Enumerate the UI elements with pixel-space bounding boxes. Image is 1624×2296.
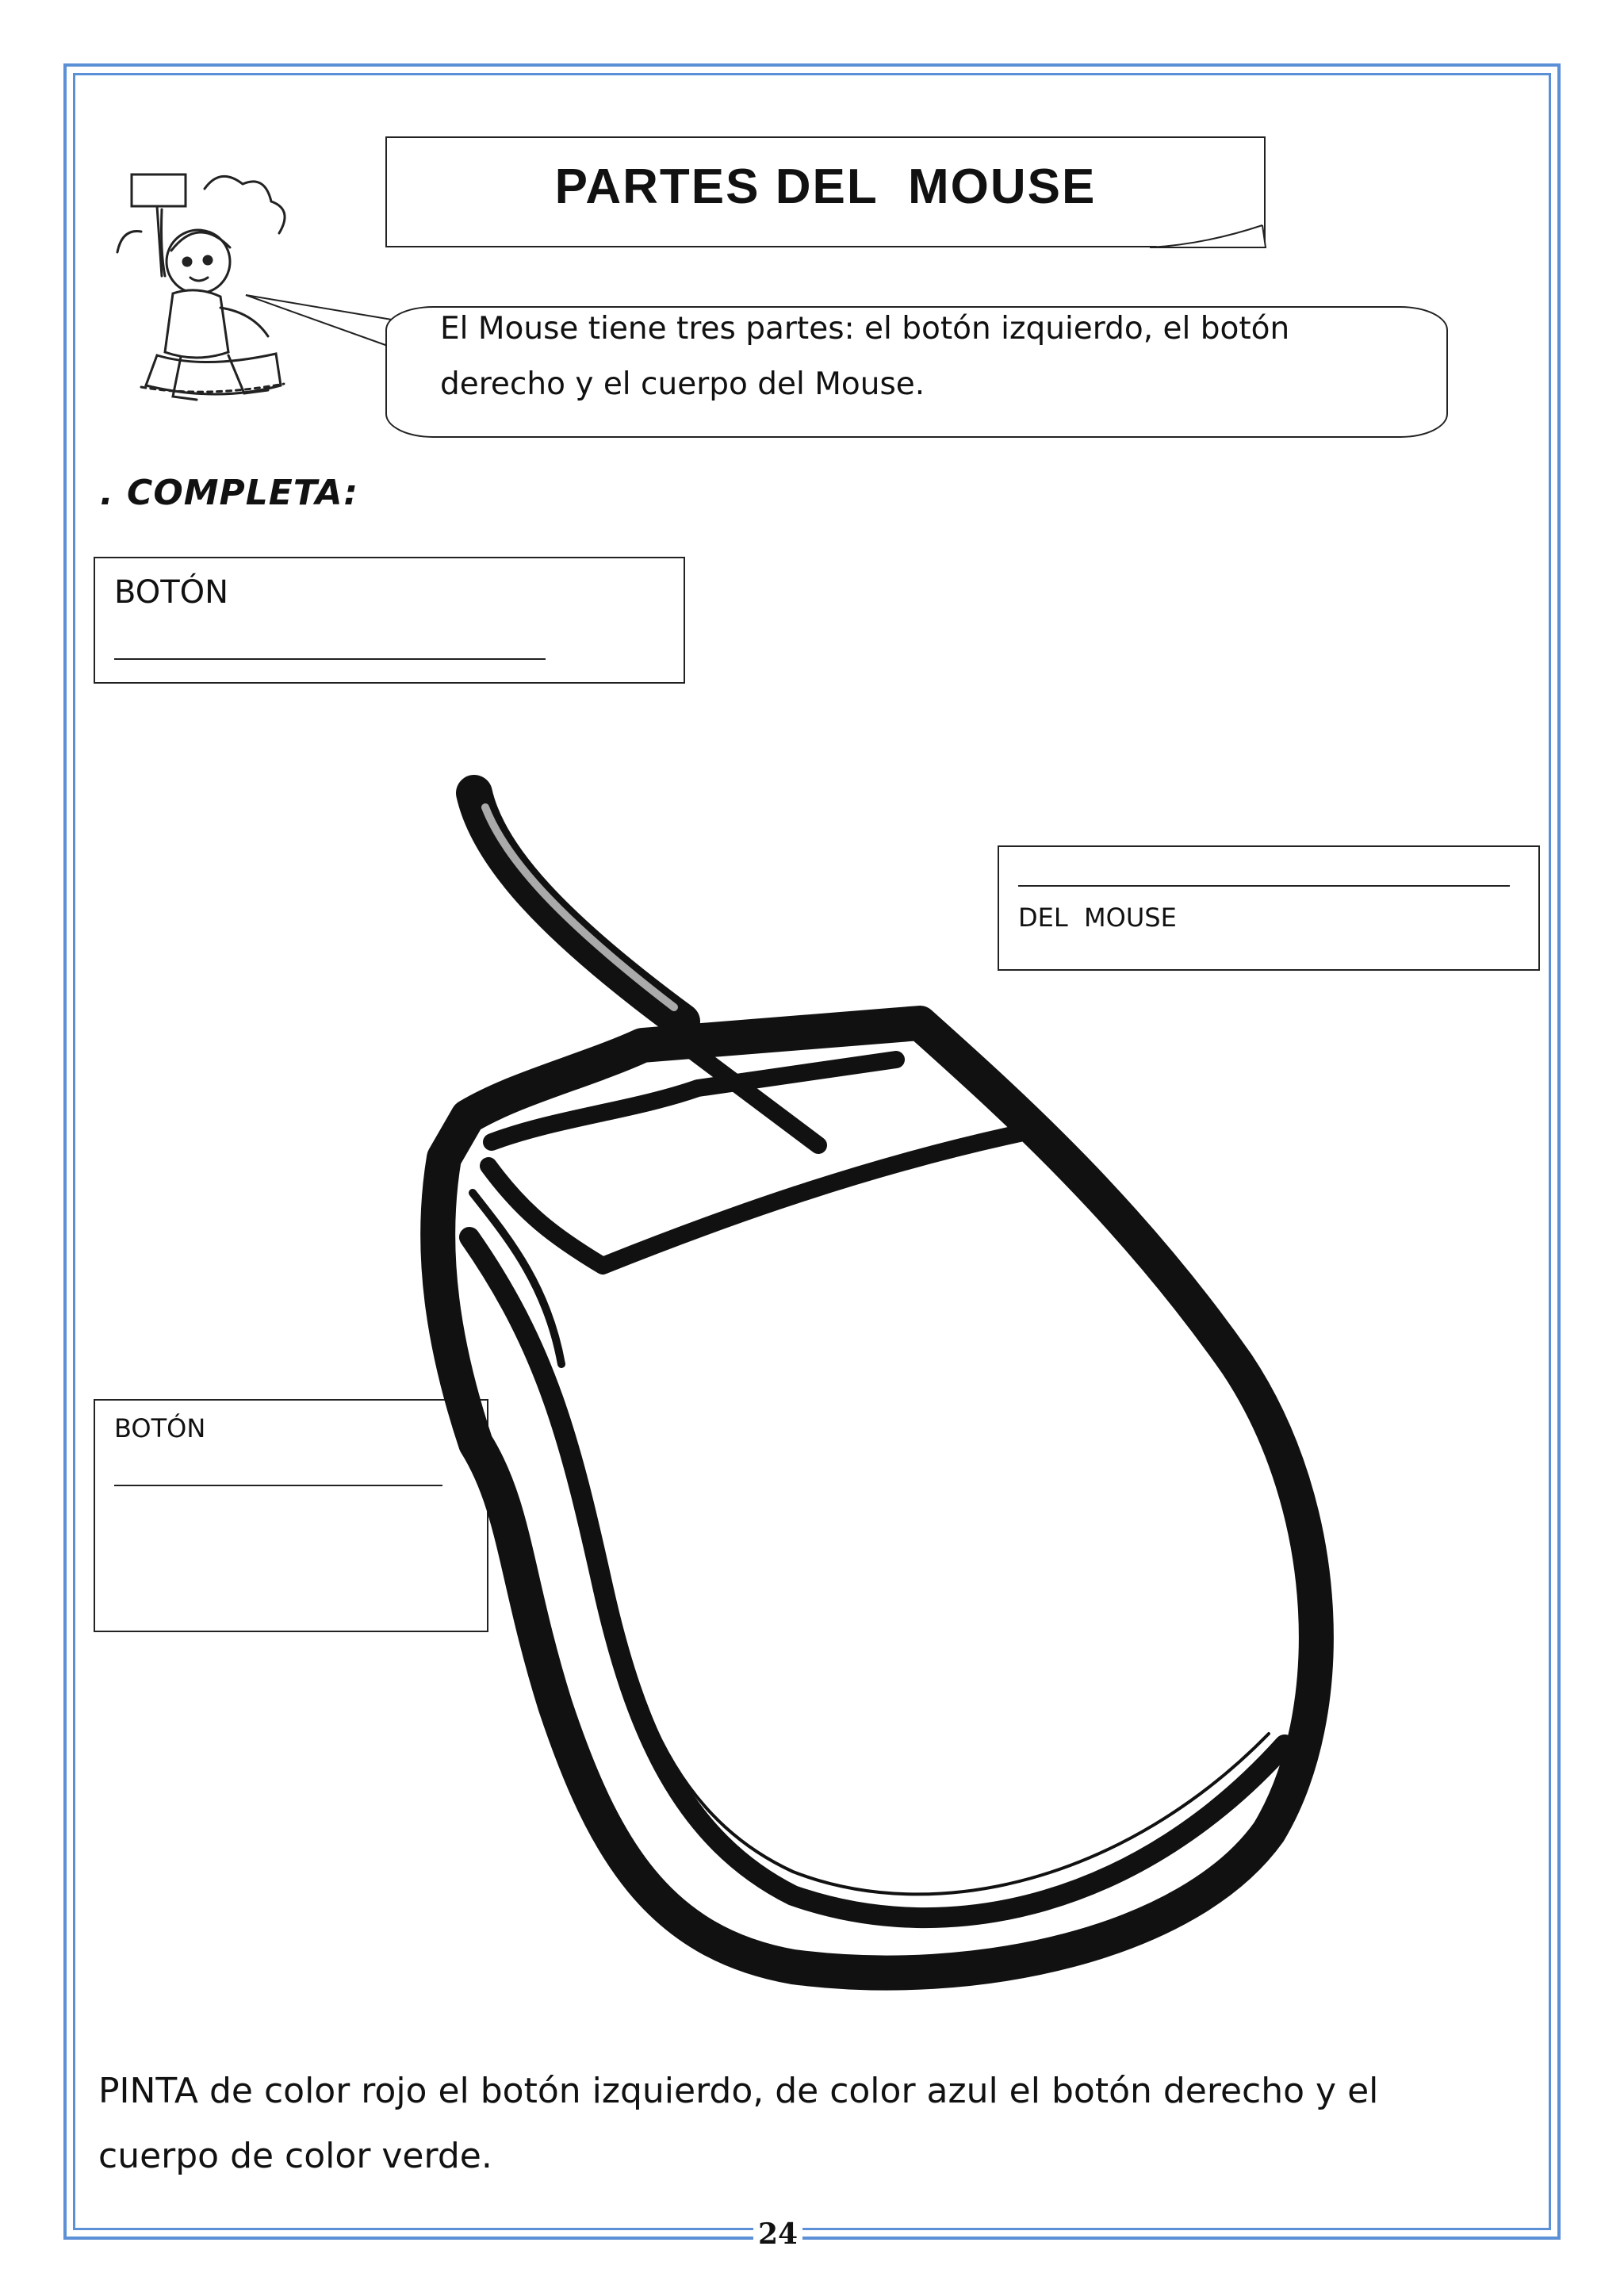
page-title: PARTES DEL MOUSE	[554, 159, 1097, 214]
page-number: 24	[753, 2217, 802, 2251]
label-prefix: BOTÓN	[114, 1413, 206, 1443]
label-prefix: BOTÓN	[114, 574, 229, 611]
mouse-cable	[474, 793, 682, 1022]
section-heading: . COMPLETA:	[100, 473, 358, 513]
mouse-body	[438, 1023, 1316, 1973]
instruction-text: PINTA de color rojo el botón izquierdo, de color azul el botón derecho y el cuerpo de color verde.	[98, 2071, 1379, 2176]
label-suffix: DEL MOUSE	[1018, 903, 1177, 933]
intro-text: El Mouse tiene tres partes: el botón izquierdo, el botón derecho y el cuerpo del Mouse.	[440, 311, 1290, 402]
